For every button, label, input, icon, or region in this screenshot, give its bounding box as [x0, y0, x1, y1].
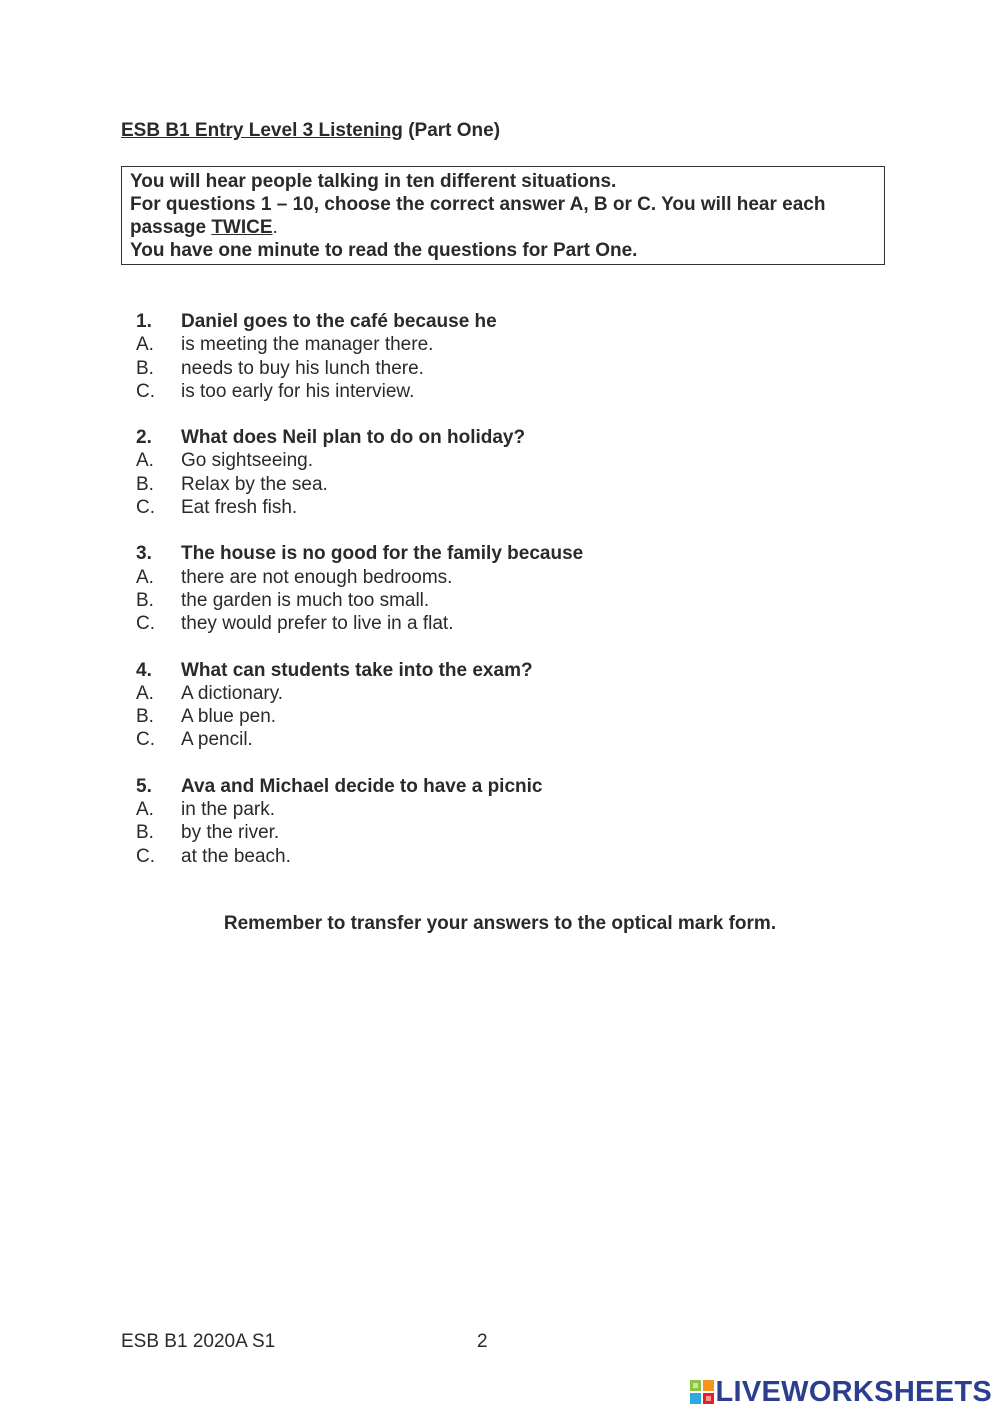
option-letter: C.: [136, 729, 155, 751]
question-stem: Daniel goes to the café because he: [181, 311, 497, 332]
question-3: [136, 542, 583, 635]
question-number: 5.: [136, 775, 152, 797]
liveworksheets-logo-icon: [690, 1380, 716, 1404]
option-a: [136, 566, 583, 589]
option-letter: C.: [136, 845, 155, 867]
question-stem: What does Neil plan to do on holiday?: [181, 427, 526, 449]
option-letter: A.: [136, 682, 154, 704]
option-text: Go sightseeing.: [181, 450, 314, 472]
option-letter: B.: [136, 589, 154, 611]
option-letter: B.: [136, 357, 154, 379]
question-1: [136, 310, 583, 403]
option-c: [136, 728, 583, 751]
option-text: by the river.: [181, 822, 280, 844]
option-text: they would prefer to live in a flat.: [181, 613, 454, 635]
question-number: 4.: [136, 659, 152, 681]
page-title: [121, 120, 500, 142]
question-stem: What can students take into the exam?: [181, 659, 533, 681]
option-a: [136, 682, 583, 705]
option-b: [136, 821, 583, 844]
question-number: 2.: [136, 427, 152, 449]
option-c: [136, 380, 583, 403]
question-4: [136, 659, 583, 752]
instruction-line-2-suffix: .: [272, 217, 278, 238]
option-text: A pencil.: [181, 729, 253, 751]
option-text: needs to buy his lunch there.: [181, 357, 424, 379]
instruction-line-3: You have one minute to read the questions for Part One.: [130, 240, 638, 261]
question-list: [136, 310, 583, 891]
option-c: [136, 612, 583, 635]
question-number: 3.: [136, 543, 152, 565]
option-b: [136, 473, 583, 496]
instruction-line-1: You will hear people talking in ten different situations.: [130, 171, 617, 192]
option-letter: A.: [136, 566, 154, 588]
option-b: [136, 589, 583, 612]
option-text: is meeting the manager there.: [181, 334, 434, 356]
question-stem: Ava and Michael decide to have a picnic: [181, 775, 543, 797]
option-text: is too early for his interview.: [181, 380, 415, 402]
option-text: there are not enough bedrooms.: [181, 566, 453, 588]
option-b: [136, 705, 583, 728]
option-c: [136, 845, 583, 868]
instruction-emphasis-twice: TWICE: [211, 217, 273, 238]
instructions-box: [121, 166, 885, 265]
title-rest: (Part One): [402, 120, 501, 141]
option-text: A dictionary.: [181, 682, 284, 704]
instruction-line-2: [130, 193, 876, 239]
option-a: [136, 798, 583, 821]
option-text: the garden is much too small.: [181, 589, 430, 611]
question-stem: The house is no good for the family because: [181, 543, 584, 565]
option-letter: B.: [136, 473, 154, 495]
option-letter: A.: [136, 334, 154, 356]
question-number: 1.: [136, 311, 152, 332]
option-text: in the park.: [181, 799, 275, 821]
option-text: at the beach.: [181, 845, 291, 867]
option-c: [136, 496, 583, 519]
option-text: Relax by the sea.: [181, 473, 328, 495]
option-letter: B.: [136, 706, 154, 728]
option-b: [136, 357, 583, 380]
reminder-text: Remember to transfer your answers to the optical mark form.: [223, 913, 777, 934]
brand-name: LIVEWORKSHEETS: [715, 1375, 992, 1408]
option-letter: C.: [136, 497, 155, 519]
option-letter: C.: [136, 380, 155, 402]
option-letter: C.: [136, 613, 155, 635]
instruction-line-2-prefix: For questions 1 – 10, choose the correct answer A, B or C. You will hear each passage: [130, 194, 826, 238]
question-2: [136, 426, 583, 519]
option-letter: A.: [136, 450, 154, 472]
page-number: 2: [477, 1331, 488, 1352]
question-5: [136, 775, 583, 868]
liveworksheets-brand[interactable]: [690, 1376, 993, 1408]
option-a: [136, 449, 583, 472]
option-letter: B.: [136, 822, 154, 844]
option-text: A blue pen.: [181, 706, 277, 728]
option-letter: A.: [136, 799, 154, 821]
option-a: [136, 333, 583, 356]
footer-code: ESB B1 2020A S1: [121, 1331, 276, 1352]
option-text: Eat fresh fish.: [181, 497, 298, 519]
title-underlined: ESB B1 Entry Level 3 Listening: [121, 120, 403, 141]
